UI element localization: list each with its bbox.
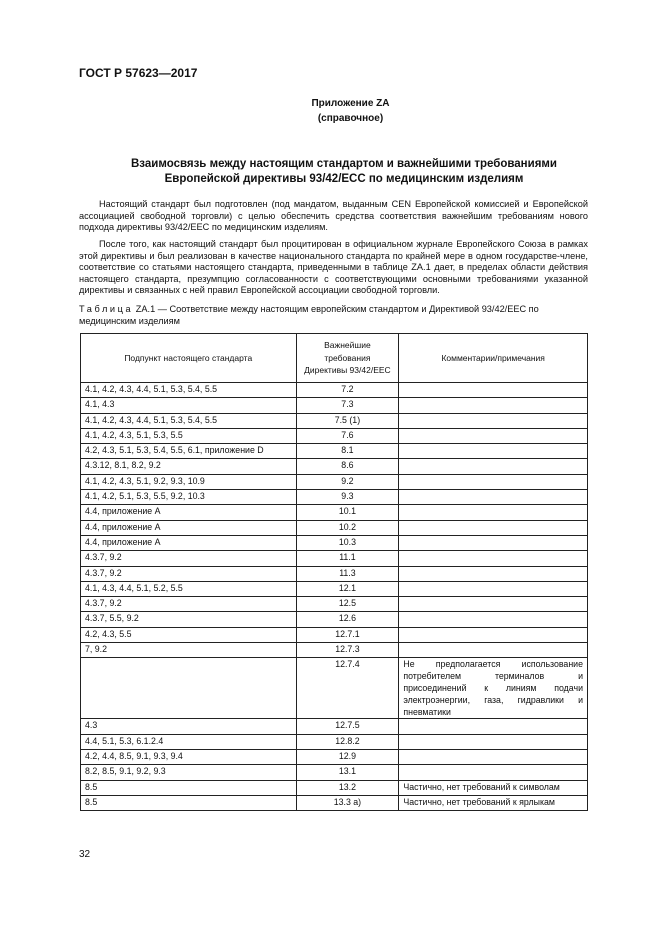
- section-title: [79, 157, 609, 187]
- clause-cell: 4.3.7, 9.2: [81, 566, 297, 581]
- requirement-cell: 7.6: [296, 428, 399, 443]
- requirement-cell: 12.8.2: [296, 734, 399, 749]
- requirement-cell: 12.7.1: [296, 627, 399, 642]
- comment-cell: [399, 520, 588, 535]
- clause-cell: 4.4, приложение А: [81, 520, 297, 535]
- comment-cell: Частично, нет требований к символам: [399, 780, 588, 795]
- clause-cell: 4.1, 4.2, 5.1, 5.3, 5.5, 9.2, 10.3: [81, 490, 297, 505]
- requirement-cell: 12.5: [296, 597, 399, 612]
- clause-cell: 4.4, приложение А: [81, 505, 297, 520]
- clause-cell: 8.2, 8.5, 9.1, 9.2, 9.3: [81, 765, 297, 780]
- table-caption: [79, 304, 588, 327]
- comment-cell: [399, 383, 588, 398]
- table-row: [81, 535, 588, 550]
- section-title-line2: Европейской директивы 93/42/ECC по медицинским изделиям: [164, 173, 524, 185]
- annex-title: Приложение ZA: [311, 98, 390, 109]
- comment-cell: [399, 627, 588, 642]
- table-row: [81, 780, 588, 795]
- comment-cell: [399, 749, 588, 764]
- requirement-cell: 12.6: [296, 612, 399, 627]
- clause-cell: 4.3.7, 5.5, 9.2: [81, 612, 297, 627]
- comment-cell: [399, 612, 588, 627]
- table-header-clause: Подпункт настоящего стандарта: [81, 334, 297, 383]
- comment-cell: [399, 597, 588, 612]
- table-row: [81, 444, 588, 459]
- clause-cell: 4.3.12, 8.1, 8.2, 9.2: [81, 459, 297, 474]
- table-row: [81, 474, 588, 489]
- table-row: [81, 658, 588, 719]
- requirement-cell: 7.5 (1): [296, 413, 399, 428]
- comment-cell: [399, 459, 588, 474]
- clause-cell: 4.3: [81, 719, 297, 734]
- comment-cell: [399, 535, 588, 550]
- table-row: [81, 520, 588, 535]
- comment-cell: [399, 719, 588, 734]
- requirement-cell: 8.1: [296, 444, 399, 459]
- clause-cell: 4.4, 5.1, 5.3, 6.1.2.4: [81, 734, 297, 749]
- table-row: [81, 398, 588, 413]
- requirement-cell: 12.7.5: [296, 719, 399, 734]
- comment-cell: [399, 444, 588, 459]
- clause-cell: 4.1, 4.3, 4.4, 5.1, 5.2, 5.5: [81, 581, 297, 596]
- comment-cell: [399, 413, 588, 428]
- document-header: ГОСТ Р 57623—2017: [79, 66, 198, 80]
- annex-heading: [0, 96, 661, 126]
- table-row: [81, 612, 588, 627]
- table-row: [81, 597, 588, 612]
- clause-cell: 8.5: [81, 795, 297, 810]
- requirement-cell: 12.1: [296, 581, 399, 596]
- clause-cell: 4.1, 4.2, 4.3, 5.1, 5.3, 5.5: [81, 428, 297, 443]
- comment-cell: [399, 474, 588, 489]
- table-header-requirements: [296, 334, 399, 383]
- table-row: [81, 551, 588, 566]
- requirement-cell: 12.7.4: [296, 658, 399, 719]
- table-row: [81, 413, 588, 428]
- table-row: [81, 459, 588, 474]
- table-header-requirements-line3: Директивы 93/42/EEC: [304, 365, 391, 376]
- table-row: [81, 505, 588, 520]
- requirement-cell: 9.3: [296, 490, 399, 505]
- table-row: [81, 566, 588, 581]
- requirement-cell: 12.7.3: [296, 643, 399, 658]
- clause-cell: 4.2, 4.3, 5.5: [81, 627, 297, 642]
- clause-cell: 4.1, 4.2, 4.3, 5.1, 9.2, 9.3, 10.9: [81, 474, 297, 489]
- table-header-requirements-line2: требования: [324, 352, 371, 363]
- requirement-cell: 7.2: [296, 383, 399, 398]
- requirement-cell: 11.3: [296, 566, 399, 581]
- requirement-cell: 9.2: [296, 474, 399, 489]
- comment-cell: [399, 505, 588, 520]
- clause-cell: 7, 9.2: [81, 643, 297, 658]
- requirement-cell: 7.3: [296, 398, 399, 413]
- paragraph-1: Настоящий стандарт был подготовлен (под мандатом, выданным CEN Европейской комиссией и Европейской ассоциацией свободной торговли) с целью обеспечить средства соответствия важнейшим требованиям нового подхода директивы 93/42/EEC по медицинским изделиям.: [79, 199, 588, 233]
- table-caption-text: ZA.1 — Соответствие между настоящим европейским стандартом и Директивой 93/42/EEC по медицинским изделиям: [79, 304, 539, 326]
- requirement-cell: 11.1: [296, 551, 399, 566]
- correspondence-table: [80, 333, 588, 811]
- table-row: [81, 383, 588, 398]
- clause-cell: 4.3.7, 9.2: [81, 597, 297, 612]
- table-caption-label: Таблица: [79, 304, 134, 314]
- requirement-cell: 10.2: [296, 520, 399, 535]
- clause-cell: 4.1, 4.2, 4.3, 4.4, 5.1, 5.3, 5.4, 5.5: [81, 383, 297, 398]
- comment-cell: Частично, нет требований к ярлыкам: [399, 795, 588, 810]
- comment-cell: [399, 428, 588, 443]
- table-row: [81, 795, 588, 810]
- comment-cell: Не предполагается использование потребителем терминалов и присоединений к линиям подачи электроэнергии, газа, гидравлики и пневматики: [399, 658, 588, 719]
- page-number: 32: [79, 849, 91, 860]
- clause-cell: 4.2, 4.4, 8.5, 9.1, 9.3, 9.4: [81, 749, 297, 764]
- annex-subtitle: (справочное): [317, 113, 384, 124]
- comment-cell: [399, 490, 588, 505]
- section-title-line1: Взаимосвязь между настоящим стандартом и важнейшими требованиями: [131, 158, 557, 170]
- table-row: [81, 490, 588, 505]
- clause-cell: 4.2, 4.3, 5.1, 5.3, 5.4, 5.5, 6.1, приложение D: [81, 444, 297, 459]
- paragraph-2: После того, как настоящий стандарт был процитирован в официальном журнале Европейского Союза в рамках этой директивы и был реализован в качестве национального стандарта по крайней мере в одном государстве-члене, соответствие со статьями настоящего стандарта, приведенными в таблице ZA.1 дает, в пределах области действия настоящего стандарта, презумпцию согласованности с соответствующими основными требованиями указанной директивы и связанных с ней правил Европейской ассоциации свободной торговли.: [79, 239, 588, 296]
- requirement-cell: 13.2: [296, 780, 399, 795]
- clause-cell: 4.4, приложение А: [81, 535, 297, 550]
- table-row: [81, 428, 588, 443]
- table-header-comments: Комментарии/примечания: [399, 334, 588, 383]
- requirement-cell: 13.3 а): [296, 795, 399, 810]
- requirement-cell: 12.9: [296, 749, 399, 764]
- comment-cell: [399, 643, 588, 658]
- table-row: [81, 627, 588, 642]
- requirement-cell: 8.6: [296, 459, 399, 474]
- clause-cell: 8.5: [81, 780, 297, 795]
- table-row: [81, 734, 588, 749]
- table-row: [81, 581, 588, 596]
- table-row: [81, 765, 588, 780]
- requirement-cell: 10.1: [296, 505, 399, 520]
- requirement-cell: 13.1: [296, 765, 399, 780]
- clause-cell: 4.3.7, 9.2: [81, 551, 297, 566]
- table-row: [81, 719, 588, 734]
- comment-cell: [399, 581, 588, 596]
- comment-cell: [399, 765, 588, 780]
- comment-cell: [399, 551, 588, 566]
- comment-cell: [399, 566, 588, 581]
- table-row: [81, 749, 588, 764]
- table-row: [81, 643, 588, 658]
- comment-cell: [399, 734, 588, 749]
- clause-cell: [81, 658, 297, 719]
- clause-cell: 4.1, 4.2, 4.3, 4.4, 5.1, 5.3, 5.4, 5.5: [81, 413, 297, 428]
- comment-cell: [399, 398, 588, 413]
- table-header-requirements-line1: Важнейшие: [324, 340, 371, 351]
- clause-cell: 4.1, 4.3: [81, 398, 297, 413]
- table-body: [81, 383, 588, 811]
- table-header-row: [81, 334, 588, 383]
- requirement-cell: 10.3: [296, 535, 399, 550]
